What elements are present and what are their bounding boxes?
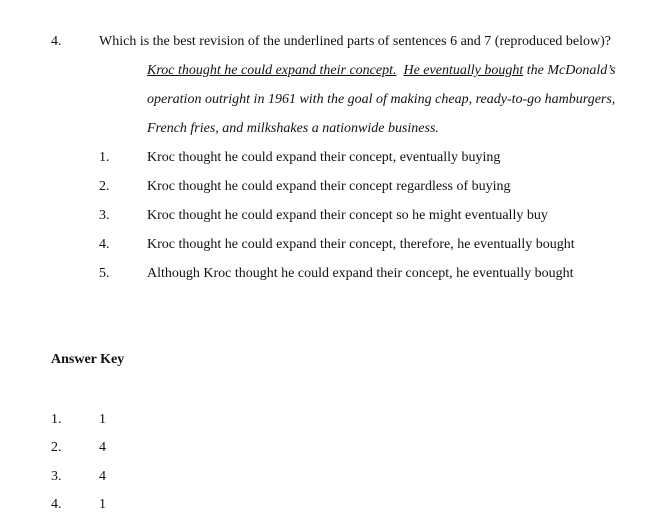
underlined-sentence-6: Kroc thought he could expand their concept. xyxy=(147,63,397,78)
answer-key-number: 1. xyxy=(51,412,62,427)
option-text: Kroc thought he could expand their concept regardless of buying xyxy=(147,179,511,194)
answer-key-value: 4 xyxy=(99,469,106,484)
passage-line-1 xyxy=(147,63,616,79)
question-prompt: Which is the best revision of the underlined parts of sentences 6 and 7 (reproduced below)? xyxy=(99,34,611,49)
question-number: 4. xyxy=(51,34,62,49)
option-number: 1. xyxy=(99,150,110,165)
option-text: Although Kroc thought he could expand their concept, he eventually bought xyxy=(147,266,574,281)
answer-key-number: 2. xyxy=(51,440,62,455)
option-number: 5. xyxy=(99,266,110,281)
option-number: 4. xyxy=(99,237,110,252)
answer-key-number: 3. xyxy=(51,469,62,484)
passage-line-2: operation outright in 1961 with the goal of making cheap, ready-to-go hamburgers, xyxy=(147,92,616,107)
answer-key-value: 1 xyxy=(99,412,106,427)
option-number: 2. xyxy=(99,179,110,194)
answer-key-number: 4. xyxy=(51,497,62,512)
answer-key-value: 4 xyxy=(99,440,106,455)
option-text: Kroc thought he could expand their concept so he might eventually buy xyxy=(147,208,548,223)
passage-line-3: French fries, and milkshakes a nationwide business. xyxy=(147,121,439,136)
underlined-sentence-7: He eventually bought xyxy=(403,63,524,78)
option-text: Kroc thought he could expand their concept, eventually buying xyxy=(147,150,501,165)
option-text: Kroc thought he could expand their concept, therefore, he eventually bought xyxy=(147,237,575,252)
answer-key-title: Answer Key xyxy=(51,352,125,367)
passage-line-1-rest: the McDonald’s xyxy=(523,63,616,78)
option-number: 3. xyxy=(99,208,110,223)
answer-key-value: 1 xyxy=(99,497,106,512)
